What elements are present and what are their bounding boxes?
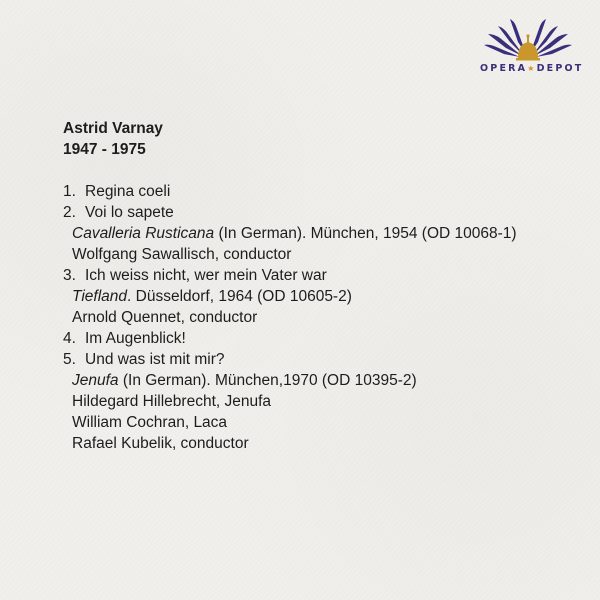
track-title: Voi lo sapete [85,204,174,221]
track-5-credit: Hildegard Hillebrecht, Jenufa [72,393,272,410]
track-title: Ich weiss nicht, wer mein Vater war [85,267,327,284]
track-2-source: Cavalleria Rusticana (In German). München, 1954 (OD 10068-1) [72,225,517,242]
track-3-credit: Arnold Quennet, conductor [72,309,258,326]
track-5-credit: William Cochran, Laca [72,414,228,431]
track-3-source: Tiefland. Düsseldorf, 1964 (OD 10605-2) [72,288,352,305]
star-icon: ★ [527,64,537,73]
track-listing [63,118,583,454]
track-1: 1. Regina coeli [63,183,171,200]
artist-name: Astrid Varnay [63,120,163,137]
logo-wordmark: OPERA★DEPOT [480,63,584,74]
years: 1947 - 1975 [63,141,146,158]
track-title: Im Augenblick! [85,330,186,347]
track-2: 2. Voi lo sapete [63,204,174,221]
track-3: 3. Ich weiss nicht, wer mein Vater war [63,267,327,284]
track-title: Regina coeli [85,183,171,200]
winged-dome-icon [480,18,576,64]
opera-depot-logo [480,18,584,82]
track-5-source: Jenufa (In German). München,1970 (OD 10395-2) [72,372,417,389]
track-4: 4. Im Augenblick! [63,330,186,347]
track-5: 5. Und was ist mit mir? [63,351,225,368]
track-5-credit: Rafael Kubelik, conductor [72,435,249,452]
header-block [63,118,583,160]
track-title: Und was ist mit mir? [85,351,225,368]
track-2-credit: Wolfgang Sawallisch, conductor [72,246,292,263]
